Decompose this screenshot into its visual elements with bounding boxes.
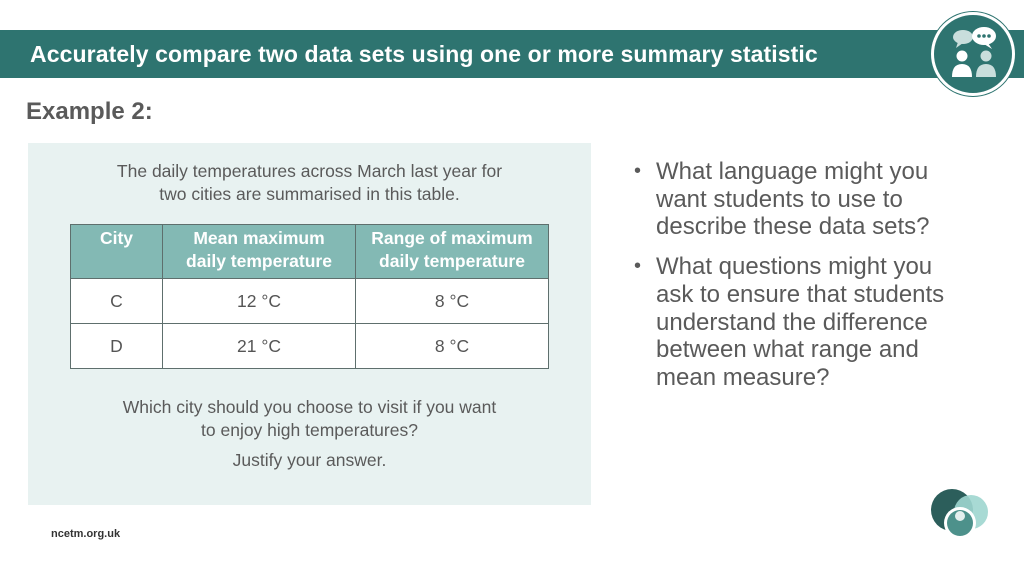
temperature-table xyxy=(70,224,549,369)
example-heading: Example 2: xyxy=(26,98,153,125)
header-city-label: City xyxy=(99,228,134,248)
question-line: to enjoy high temperatures? xyxy=(201,420,418,440)
table-row xyxy=(71,324,549,369)
header-range-line: Range of maximum xyxy=(371,228,533,248)
ncetm-logo-icon xyxy=(926,486,992,549)
cell-range: 8 °C xyxy=(356,324,549,369)
cell-range: 8 °C xyxy=(356,279,549,324)
question-line: Which city should you choose to visit if you want xyxy=(122,397,497,417)
footer-url: ncetm.org.uk xyxy=(51,528,121,540)
intro-line: two cities are summarised in this table. xyxy=(159,184,460,204)
cell-mean: 12 °C xyxy=(163,279,356,324)
cell-city: C xyxy=(71,279,163,324)
discussion-logo-icon xyxy=(931,12,1015,96)
intro-text xyxy=(28,160,591,206)
header-range xyxy=(356,225,549,279)
table-header-row xyxy=(71,225,549,279)
cell-city: D xyxy=(71,324,163,369)
header-range-line: daily temperature xyxy=(379,251,525,271)
header-mean-line: Mean maximum xyxy=(193,228,325,248)
discussion-prompts xyxy=(628,158,958,404)
cell-mean: 21 °C xyxy=(163,324,356,369)
header-mean-line: daily temperature xyxy=(186,251,332,271)
question-text xyxy=(28,396,591,442)
slide-title: Accurately compare two data sets using one or more summary statistic xyxy=(30,41,818,67)
justify-text: Justify your answer. xyxy=(232,450,387,470)
table-row xyxy=(71,279,549,324)
prompt-item: • What language might you want students to use to describe these data sets? xyxy=(628,158,958,241)
header-mean xyxy=(163,225,356,279)
header-city xyxy=(71,225,163,279)
prompt-item: • What questions might you ask to ensure that students understand the difference between what range and mean measure? xyxy=(628,253,958,392)
intro-line: The daily temperatures across March last year for xyxy=(116,161,503,181)
